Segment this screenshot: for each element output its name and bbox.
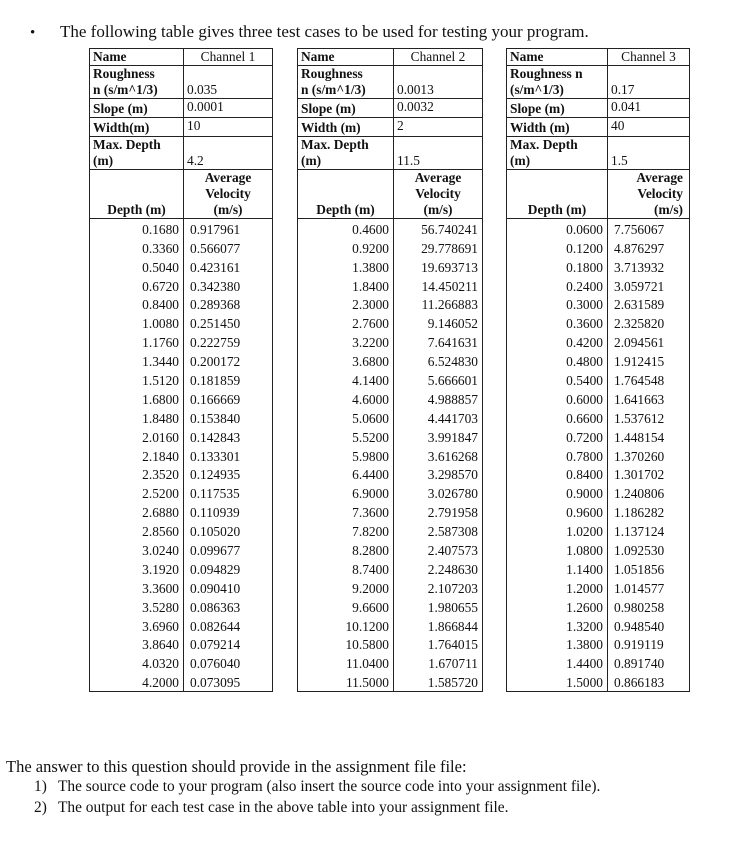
velocity-cell: 1.137124 xyxy=(608,521,690,540)
table-row xyxy=(507,276,690,295)
table-row xyxy=(298,370,483,389)
slope-label: Slope (m) xyxy=(298,99,394,118)
channel-name: Channel 2 xyxy=(394,49,483,66)
velocity-cell: 6.524830 xyxy=(394,351,483,370)
slope-value: 0.041 xyxy=(608,99,690,118)
depth-cell: 1.3200 xyxy=(507,616,608,635)
velocity-cell: 0.142843 xyxy=(184,427,273,446)
velocity-cell: 1.186282 xyxy=(608,502,690,521)
max-depth-label-line-2: (m) xyxy=(510,153,531,168)
velocity-cell: 0.086363 xyxy=(184,597,273,616)
depth-cell: 2.1840 xyxy=(90,446,184,465)
table-row xyxy=(90,427,273,446)
velocity-cell: 0.222759 xyxy=(184,332,273,351)
velocity-cell: 1.240806 xyxy=(608,483,690,502)
slope-label: Slope (m) xyxy=(90,99,184,118)
velocity-cell: 1.912415 xyxy=(608,351,690,370)
table-row xyxy=(507,616,690,635)
depth-cell: 3.2200 xyxy=(298,332,394,351)
answer-item-1 xyxy=(6,778,600,799)
velocity-cell: 2.325820 xyxy=(608,313,690,332)
velocity-cell: 0.079214 xyxy=(184,635,273,654)
max-depth-label xyxy=(507,137,608,170)
velocity-cell: 0.919119 xyxy=(608,635,690,654)
table-row xyxy=(507,635,690,654)
table-row xyxy=(507,427,690,446)
depth-cell: 0.1680 xyxy=(90,219,184,238)
table-row xyxy=(298,219,483,238)
table-row xyxy=(507,313,690,332)
width-label: Width (m) xyxy=(298,118,394,137)
slope-value: 0.0032 xyxy=(394,99,483,118)
table-row xyxy=(298,635,483,654)
depth-cell: 0.9200 xyxy=(298,238,394,257)
velocity-cell: 1.537612 xyxy=(608,408,690,427)
velocity-cell: 2.248630 xyxy=(394,559,483,578)
velocity-column-header xyxy=(184,170,273,219)
depth-cell: 0.6000 xyxy=(507,389,608,408)
table-row xyxy=(507,465,690,484)
velocity-cell: 2.094561 xyxy=(608,332,690,351)
depth-cell: 3.0240 xyxy=(90,540,184,559)
velocity-cell: 0.153840 xyxy=(184,408,273,427)
depth-cell: 1.5000 xyxy=(507,672,608,691)
depth-cell: 0.6600 xyxy=(507,408,608,427)
depth-cell: 8.2800 xyxy=(298,540,394,559)
table-row xyxy=(90,540,273,559)
table-row xyxy=(90,616,273,635)
velocity-cell: 1.092530 xyxy=(608,540,690,559)
answer-item-text: The output for each test case in the above table into your assignment file. xyxy=(58,799,509,816)
table-row xyxy=(90,351,273,370)
max-depth-label-line-2: (m) xyxy=(93,153,114,168)
velocity-cell: 3.616268 xyxy=(394,446,483,465)
velocity-cell: 0.117535 xyxy=(184,483,273,502)
velocity-cell: 0.181859 xyxy=(184,370,273,389)
velocity-cell: 1.370260 xyxy=(608,446,690,465)
velocity-cell: 0.289368 xyxy=(184,295,273,314)
velocity-cell: 0.076040 xyxy=(184,653,273,672)
depth-cell: 3.6800 xyxy=(298,351,394,370)
depth-cell: 4.2000 xyxy=(90,672,184,691)
depth-cell: 1.3440 xyxy=(90,351,184,370)
roughness-label-line-1: Roughness xyxy=(93,66,155,81)
depth-cell: 7.8200 xyxy=(298,521,394,540)
depth-column-header: Depth (m) xyxy=(90,170,184,219)
width-value: 40 xyxy=(608,118,690,137)
velocity-cell: 0.891740 xyxy=(608,653,690,672)
depth-cell: 0.4800 xyxy=(507,351,608,370)
table-row xyxy=(90,578,273,597)
max-depth-value: 4.2 xyxy=(184,137,273,170)
depth-cell: 11.5000 xyxy=(298,672,394,691)
answer-item-number: 1) xyxy=(34,778,47,795)
depth-cell: 5.0600 xyxy=(298,408,394,427)
velocity-cell: 0.948540 xyxy=(608,616,690,635)
depth-cell: 1.3800 xyxy=(298,257,394,276)
table-row xyxy=(298,465,483,484)
table-row xyxy=(298,446,483,465)
velocity-cell: 0.082644 xyxy=(184,616,273,635)
channel-1-rows xyxy=(90,219,273,692)
velocity-cell: 3.059721 xyxy=(608,276,690,295)
depth-cell: 4.1400 xyxy=(298,370,394,389)
name-label: Name xyxy=(298,49,394,66)
velocity-cell: 2.407573 xyxy=(394,540,483,559)
depth-cell: 0.9000 xyxy=(507,483,608,502)
depth-cell: 0.6720 xyxy=(90,276,184,295)
depth-cell: 0.3360 xyxy=(90,238,184,257)
velocity-cell: 0.073095 xyxy=(184,672,273,691)
depth-cell: 1.2600 xyxy=(507,597,608,616)
depth-cell: 6.9000 xyxy=(298,483,394,502)
slope-value: 0.0001 xyxy=(184,99,273,118)
table-row xyxy=(90,521,273,540)
depth-cell: 4.0320 xyxy=(90,653,184,672)
velocity-cell: 2.631589 xyxy=(608,295,690,314)
velocity-cell: 0.980258 xyxy=(608,597,690,616)
velocity-header-line-2: Velocity xyxy=(205,186,251,201)
name-label: Name xyxy=(507,49,608,66)
table-row xyxy=(90,465,273,484)
channel-1-table xyxy=(89,48,273,692)
depth-cell: 8.7400 xyxy=(298,559,394,578)
depth-cell: 1.0080 xyxy=(90,313,184,332)
table-row xyxy=(507,578,690,597)
table-row xyxy=(90,653,273,672)
roughness-label-line-1: Roughness xyxy=(301,66,363,81)
velocity-cell: 4.988857 xyxy=(394,389,483,408)
channel-3-rows xyxy=(507,219,690,692)
name-label: Name xyxy=(90,49,184,66)
depth-cell: 1.0800 xyxy=(507,540,608,559)
table-row xyxy=(507,597,690,616)
depth-cell: 2.7600 xyxy=(298,313,394,332)
table-row xyxy=(90,408,273,427)
depth-cell: 2.3520 xyxy=(90,465,184,484)
depth-cell: 1.1400 xyxy=(507,559,608,578)
table-row xyxy=(90,332,273,351)
velocity-cell: 3.298570 xyxy=(394,465,483,484)
velocity-header-line-2: Velocity xyxy=(415,186,461,201)
max-depth-label xyxy=(298,137,394,170)
max-depth-label-line-2: (m) xyxy=(301,153,322,168)
depth-cell: 1.8400 xyxy=(298,276,394,295)
depth-cell: 1.4400 xyxy=(507,653,608,672)
table-row xyxy=(507,521,690,540)
table-row xyxy=(298,672,483,691)
roughness-label xyxy=(90,66,184,99)
velocity-cell: 0.200172 xyxy=(184,351,273,370)
velocity-cell: 0.099677 xyxy=(184,540,273,559)
roughness-label-line-2: n (s/m^1/3) xyxy=(93,82,158,97)
depth-cell: 10.1200 xyxy=(298,616,394,635)
roughness-label-line-2: (s/m^1/3) xyxy=(510,82,564,97)
table-row xyxy=(90,295,273,314)
depth-cell: 2.8560 xyxy=(90,521,184,540)
velocity-cell: 1.641663 xyxy=(608,389,690,408)
depth-cell: 7.3600 xyxy=(298,502,394,521)
depth-cell: 0.4200 xyxy=(507,332,608,351)
depth-cell: 5.9800 xyxy=(298,446,394,465)
table-row xyxy=(90,672,273,691)
width-label: Width(m) xyxy=(90,118,184,137)
table-row xyxy=(90,313,273,332)
depth-cell: 9.6600 xyxy=(298,597,394,616)
depth-cell: 3.1920 xyxy=(90,559,184,578)
velocity-cell: 0.090410 xyxy=(184,578,273,597)
max-depth-label-line-1: Max. Depth xyxy=(510,137,578,152)
velocity-cell: 2.107203 xyxy=(394,578,483,597)
table-row xyxy=(507,408,690,427)
table-row xyxy=(507,332,690,351)
table-row xyxy=(90,238,273,257)
depth-cell: 0.7800 xyxy=(507,446,608,465)
velocity-cell: 3.026780 xyxy=(394,483,483,502)
table-row xyxy=(507,653,690,672)
depth-column-header: Depth (m) xyxy=(298,170,394,219)
table-row xyxy=(298,389,483,408)
velocity-cell: 3.991847 xyxy=(394,427,483,446)
velocity-header-line-3: (m/s) xyxy=(213,202,243,217)
depth-cell: 3.5280 xyxy=(90,597,184,616)
channel-name: Channel 3 xyxy=(608,49,690,66)
table-row xyxy=(298,653,483,672)
velocity-cell: 11.266883 xyxy=(394,295,483,314)
table-row xyxy=(507,672,690,691)
table-row xyxy=(298,313,483,332)
roughness-value: 0.035 xyxy=(184,66,273,99)
depth-cell: 0.1200 xyxy=(507,238,608,257)
velocity-cell: 29.778691 xyxy=(394,238,483,257)
width-value: 10 xyxy=(184,118,273,137)
velocity-cell: 56.740241 xyxy=(394,219,483,238)
table-row xyxy=(507,257,690,276)
channel-name: Channel 1 xyxy=(184,49,273,66)
velocity-cell: 4.441703 xyxy=(394,408,483,427)
velocity-header-line-1: Average xyxy=(204,170,252,185)
table-row xyxy=(507,502,690,521)
depth-cell: 3.8640 xyxy=(90,635,184,654)
table-row xyxy=(298,351,483,370)
table-row xyxy=(507,483,690,502)
depth-cell: 0.7200 xyxy=(507,427,608,446)
depth-cell: 0.9600 xyxy=(507,502,608,521)
answer-item-2 xyxy=(6,799,600,820)
table-row xyxy=(90,370,273,389)
table-row xyxy=(298,483,483,502)
depth-cell: 10.5800 xyxy=(298,635,394,654)
velocity-header-line-3: (m/s) xyxy=(653,202,683,217)
table-row xyxy=(298,332,483,351)
depth-cell: 0.5040 xyxy=(90,257,184,276)
table-row xyxy=(90,597,273,616)
velocity-cell: 0.342380 xyxy=(184,276,273,295)
velocity-cell: 1.448154 xyxy=(608,427,690,446)
max-depth-value: 11.5 xyxy=(394,137,483,170)
channel-3-table xyxy=(506,48,690,692)
table-row xyxy=(298,540,483,559)
depth-cell: 0.8400 xyxy=(507,465,608,484)
velocity-cell: 0.110939 xyxy=(184,502,273,521)
width-value: 2 xyxy=(394,118,483,137)
depth-cell: 6.4400 xyxy=(298,465,394,484)
depth-cell: 0.1800 xyxy=(507,257,608,276)
table-row xyxy=(90,219,273,238)
bullet-icon: • xyxy=(30,25,36,41)
depth-cell: 11.0400 xyxy=(298,653,394,672)
velocity-cell: 3.713932 xyxy=(608,257,690,276)
depth-cell: 0.4600 xyxy=(298,219,394,238)
velocity-header-line-1: Average xyxy=(414,170,462,185)
table-row xyxy=(90,559,273,578)
velocity-cell: 1.301702 xyxy=(608,465,690,484)
depth-column-header: Depth (m) xyxy=(507,170,608,219)
depth-cell: 4.6000 xyxy=(298,389,394,408)
depth-cell: 5.5200 xyxy=(298,427,394,446)
table-row xyxy=(90,635,273,654)
depth-cell: 1.8480 xyxy=(90,408,184,427)
depth-cell: 1.2000 xyxy=(507,578,608,597)
velocity-cell: 0.251450 xyxy=(184,313,273,332)
max-depth-label xyxy=(90,137,184,170)
velocity-cell: 2.587308 xyxy=(394,521,483,540)
depth-cell: 2.0160 xyxy=(90,427,184,446)
table-row xyxy=(90,389,273,408)
intro-text: The following table gives three test cases to be used for testing your program. xyxy=(60,22,589,41)
velocity-cell: 4.876297 xyxy=(608,238,690,257)
table-row xyxy=(298,597,483,616)
velocity-cell: 0.166669 xyxy=(184,389,273,408)
answer-text: The answer to this question should provide in the assignment file file: xyxy=(6,757,467,776)
roughness-value: 0.17 xyxy=(608,66,690,99)
velocity-cell: 2.791958 xyxy=(394,502,483,521)
table-row xyxy=(507,219,690,238)
velocity-cell: 1.670711 xyxy=(394,653,483,672)
velocity-cell: 0.866183 xyxy=(608,672,690,691)
velocity-cell: 1.051856 xyxy=(608,559,690,578)
max-depth-value: 1.5 xyxy=(608,137,690,170)
channel-2-rows xyxy=(298,219,483,692)
answer-item-text: The source code to your program (also insert the source code into your assignment file). xyxy=(58,778,601,795)
depth-cell: 0.3600 xyxy=(507,313,608,332)
velocity-cell: 0.105020 xyxy=(184,521,273,540)
velocity-header-line-3: (m/s) xyxy=(423,202,453,217)
velocity-cell: 1.014577 xyxy=(608,578,690,597)
velocity-cell: 7.756067 xyxy=(608,219,690,238)
depth-cell: 1.3800 xyxy=(507,635,608,654)
velocity-cell: 0.124935 xyxy=(184,465,273,484)
table-row xyxy=(298,427,483,446)
table-row xyxy=(298,521,483,540)
depth-cell: 0.0600 xyxy=(507,219,608,238)
velocity-cell: 1.585720 xyxy=(394,672,483,691)
depth-cell: 2.5200 xyxy=(90,483,184,502)
depth-cell: 3.3600 xyxy=(90,578,184,597)
depth-cell: 9.2000 xyxy=(298,578,394,597)
table-row xyxy=(298,276,483,295)
table-row xyxy=(298,502,483,521)
answer-item-number: 2) xyxy=(34,799,47,816)
table-row xyxy=(507,446,690,465)
table-row xyxy=(507,559,690,578)
table-row xyxy=(90,483,273,502)
depth-cell: 0.5400 xyxy=(507,370,608,389)
velocity-cell: 1.764015 xyxy=(394,635,483,654)
table-row xyxy=(298,616,483,635)
table-row xyxy=(298,559,483,578)
depth-cell: 1.1760 xyxy=(90,332,184,351)
table-row xyxy=(90,276,273,295)
velocity-cell: 1.764548 xyxy=(608,370,690,389)
velocity-cell: 9.146052 xyxy=(394,313,483,332)
depth-cell: 0.2400 xyxy=(507,276,608,295)
channel-2-table xyxy=(297,48,483,692)
velocity-header-line-1: Average xyxy=(636,170,683,185)
velocity-cell: 0.094829 xyxy=(184,559,273,578)
max-depth-label-line-1: Max. Depth xyxy=(93,137,161,152)
table-row xyxy=(298,295,483,314)
table-row xyxy=(298,578,483,597)
max-depth-label-line-1: Max. Depth xyxy=(301,137,369,152)
velocity-column-header xyxy=(394,170,483,219)
depth-cell: 3.6960 xyxy=(90,616,184,635)
roughness-label xyxy=(507,66,608,99)
velocity-cell: 0.423161 xyxy=(184,257,273,276)
table-row xyxy=(90,446,273,465)
velocity-cell: 14.450211 xyxy=(394,276,483,295)
velocity-column-header xyxy=(608,170,690,219)
table-row xyxy=(298,238,483,257)
depth-cell: 1.0200 xyxy=(507,521,608,540)
velocity-cell: 5.666601 xyxy=(394,370,483,389)
table-row xyxy=(90,502,273,521)
velocity-cell: 19.693713 xyxy=(394,257,483,276)
velocity-cell: 0.917961 xyxy=(184,219,273,238)
depth-cell: 1.5120 xyxy=(90,370,184,389)
answer-section xyxy=(6,757,600,820)
depth-cell: 2.6880 xyxy=(90,502,184,521)
table-row xyxy=(507,389,690,408)
roughness-label-line-1: Roughness n xyxy=(510,66,583,81)
velocity-cell: 0.566077 xyxy=(184,238,273,257)
depth-cell: 0.3000 xyxy=(507,295,608,314)
depth-cell: 1.6800 xyxy=(90,389,184,408)
table-row xyxy=(90,257,273,276)
slope-label: Slope (m) xyxy=(507,99,608,118)
table-row xyxy=(507,370,690,389)
depth-cell: 0.8400 xyxy=(90,295,184,314)
depth-cell: 2.3000 xyxy=(298,295,394,314)
roughness-value: 0.0013 xyxy=(394,66,483,99)
velocity-header-line-2: Velocity xyxy=(637,186,683,201)
table-row xyxy=(507,351,690,370)
velocity-cell: 1.866844 xyxy=(394,616,483,635)
width-label: Width (m) xyxy=(507,118,608,137)
table-row xyxy=(298,408,483,427)
roughness-label xyxy=(298,66,394,99)
roughness-label-line-2: n (s/m^1/3) xyxy=(301,82,366,97)
intro-line xyxy=(30,22,589,42)
velocity-cell: 7.641631 xyxy=(394,332,483,351)
velocity-cell: 0.133301 xyxy=(184,446,273,465)
table-row xyxy=(507,295,690,314)
table-row xyxy=(298,257,483,276)
table-row xyxy=(507,238,690,257)
table-row xyxy=(507,540,690,559)
velocity-cell: 1.980655 xyxy=(394,597,483,616)
